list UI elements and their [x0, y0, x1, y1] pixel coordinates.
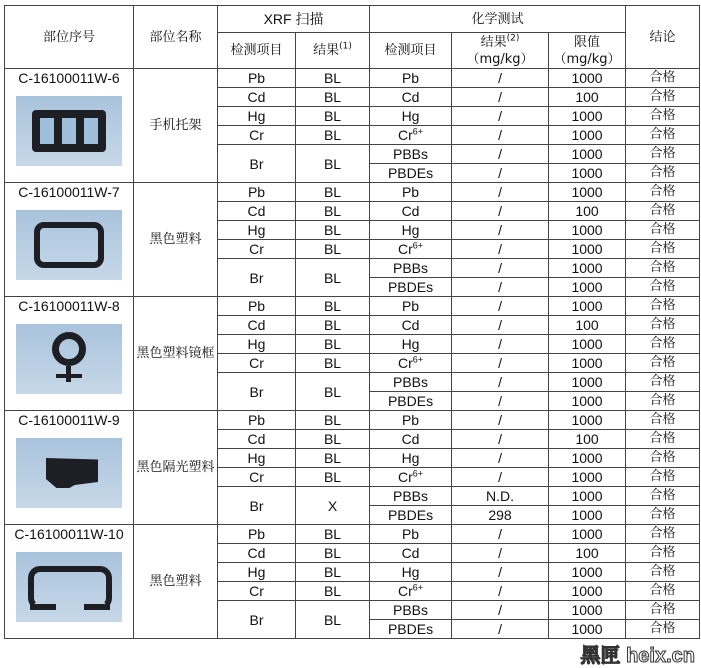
- xrf-result: BL: [296, 468, 370, 487]
- chem-item: PBBs: [370, 259, 452, 278]
- chem-result: /: [452, 468, 549, 487]
- xrf-item: Cd: [218, 544, 296, 563]
- limit-value: 100: [549, 430, 626, 449]
- chem-item: Pb: [370, 69, 452, 88]
- xrf-item: Cr: [218, 468, 296, 487]
- conclusion: 合格: [626, 107, 700, 126]
- chem-item: PBBs: [370, 487, 452, 506]
- chem-item: PBDEs: [370, 620, 452, 639]
- chem-result: /: [452, 316, 549, 335]
- xrf-item: Hg: [218, 221, 296, 240]
- chem-result: /: [452, 164, 549, 183]
- xrf-result: BL: [296, 259, 370, 297]
- xrf-result: BL: [296, 221, 370, 240]
- limit-value: 1000: [549, 107, 626, 126]
- xrf-item: Cd: [218, 88, 296, 107]
- conclusion: 合格: [626, 411, 700, 430]
- conclusion: 合格: [626, 354, 700, 373]
- limit-value: 1000: [549, 506, 626, 525]
- chem-item: Cd: [370, 88, 452, 107]
- chem-result: /: [452, 69, 549, 88]
- xrf-item: Pb: [218, 183, 296, 202]
- chem-result: /: [452, 183, 549, 202]
- part-name: 黑色塑料: [134, 183, 218, 297]
- chem-item: PBBs: [370, 145, 452, 164]
- conclusion: 合格: [626, 582, 700, 601]
- part-id: C-16100011W-9: [18, 412, 120, 428]
- xrf-result: BL: [296, 335, 370, 354]
- chem-result: /: [452, 525, 549, 544]
- xrf-result: BL: [296, 430, 370, 449]
- xrf-result: BL: [296, 563, 370, 582]
- header-chem: 化学测试: [370, 6, 626, 33]
- chem-item: Cd: [370, 544, 452, 563]
- black-plastic-frame-photo: [16, 210, 122, 280]
- chem-result: /: [452, 620, 549, 639]
- chem-result: /: [452, 601, 549, 620]
- chem-item: Hg: [370, 335, 452, 354]
- chem-result: /: [452, 259, 549, 278]
- chem-item: Pb: [370, 183, 452, 202]
- conclusion: 合格: [626, 468, 700, 487]
- conclusion: 合格: [626, 202, 700, 221]
- table-row: [5, 411, 700, 430]
- conclusion: 合格: [626, 297, 700, 316]
- lens-frame-photo: [16, 324, 122, 394]
- limit-value: 1000: [549, 392, 626, 411]
- chem-item: PBDEs: [370, 278, 452, 297]
- xrf-item: Cr: [218, 582, 296, 601]
- xrf-item: Cd: [218, 430, 296, 449]
- chem-item: PBDEs: [370, 164, 452, 183]
- chem-item: PBDEs: [370, 506, 452, 525]
- chem-item: Hg: [370, 449, 452, 468]
- part-no-cell: [5, 183, 134, 297]
- limit-value: 1000: [549, 487, 626, 506]
- part-name: 黑色塑料: [134, 525, 218, 639]
- watermark: 黑匣 heix.cn: [580, 645, 695, 667]
- table-row: [5, 525, 700, 544]
- xrf-result: BL: [296, 202, 370, 221]
- conclusion: 合格: [626, 430, 700, 449]
- limit-value: 1000: [549, 183, 626, 202]
- xrf-item: Pb: [218, 297, 296, 316]
- limit-value: 1000: [549, 563, 626, 582]
- table-row: [5, 183, 700, 202]
- chem-result: /: [452, 88, 549, 107]
- chem-item: PBDEs: [370, 392, 452, 411]
- header-part-no: 部位序号: [5, 6, 134, 69]
- xrf-item: Cd: [218, 202, 296, 221]
- conclusion: 合格: [626, 88, 700, 107]
- xrf-item: Hg: [218, 335, 296, 354]
- limit-value: 1000: [549, 468, 626, 487]
- chem-result: /: [452, 563, 549, 582]
- conclusion: 合格: [626, 525, 700, 544]
- header-xrf: XRF 扫描: [218, 6, 370, 33]
- conclusion: 合格: [626, 563, 700, 582]
- conclusion: 合格: [626, 544, 700, 563]
- chem-item: PBBs: [370, 601, 452, 620]
- xrf-result: BL: [296, 354, 370, 373]
- part-id: C-16100011W-6: [18, 70, 120, 86]
- limit-value: 1000: [549, 164, 626, 183]
- conclusion: 合格: [626, 449, 700, 468]
- xrf-result: BL: [296, 107, 370, 126]
- conclusion: 合格: [626, 69, 700, 88]
- limit-value: 1000: [549, 525, 626, 544]
- limit-value: 100: [549, 88, 626, 107]
- chem-result: /: [452, 278, 549, 297]
- xrf-item: Br: [218, 373, 296, 411]
- header-chem-result: 结果$^{(2)}$ （mg/kg）: [452, 33, 549, 69]
- light-shield-plastic-photo: [16, 438, 122, 508]
- limit-value: 1000: [549, 582, 626, 601]
- xrf-result: BL: [296, 525, 370, 544]
- conclusion: 合格: [626, 392, 700, 411]
- xrf-item: Pb: [218, 69, 296, 88]
- xrf-result: BL: [296, 145, 370, 183]
- conclusion: 合格: [626, 487, 700, 506]
- xrf-result: BL: [296, 88, 370, 107]
- chem-item: $Cr^{6+}$: [370, 582, 452, 601]
- limit-value: 1000: [549, 373, 626, 392]
- xrf-result: BL: [296, 601, 370, 639]
- part-name: 黑色塑料镜框: [134, 297, 218, 411]
- chem-result: /: [452, 430, 549, 449]
- chem-item: $Cr^{6+}$: [370, 126, 452, 145]
- chem-result: /: [452, 354, 549, 373]
- limit-value: 100: [549, 544, 626, 563]
- xrf-result: BL: [296, 126, 370, 145]
- chem-result: /: [452, 544, 549, 563]
- limit-value: 1000: [549, 126, 626, 145]
- header-conclusion: 结论: [626, 6, 700, 69]
- xrf-item: Cr: [218, 126, 296, 145]
- chem-result: N.D.: [452, 487, 549, 506]
- xrf-item: Cr: [218, 240, 296, 259]
- chem-result: /: [452, 582, 549, 601]
- chem-item: Pb: [370, 411, 452, 430]
- c-shaped-plastic-photo: [16, 552, 122, 622]
- limit-value: 1000: [549, 145, 626, 164]
- limit-value: 1000: [549, 620, 626, 639]
- conclusion: 合格: [626, 506, 700, 525]
- chem-result: /: [452, 145, 549, 164]
- xrf-result: BL: [296, 373, 370, 411]
- header-xrf-result: 结果$^{(1)}$: [296, 33, 370, 69]
- header-chem-item: 检测项目: [370, 33, 452, 69]
- xrf-item: Hg: [218, 449, 296, 468]
- limit-value: 1000: [549, 69, 626, 88]
- chem-item: Hg: [370, 107, 452, 126]
- header-xrf-item: 检测项目: [218, 33, 296, 69]
- chem-result: /: [452, 240, 549, 259]
- chem-result: /: [452, 392, 549, 411]
- xrf-item: Br: [218, 259, 296, 297]
- xrf-result: BL: [296, 69, 370, 88]
- limit-value: 1000: [549, 259, 626, 278]
- conclusion: 合格: [626, 183, 700, 202]
- conclusion: 合格: [626, 278, 700, 297]
- xrf-item: Pb: [218, 525, 296, 544]
- part-id: C-16100011W-10: [14, 526, 124, 542]
- xrf-result: BL: [296, 240, 370, 259]
- conclusion: 合格: [626, 164, 700, 183]
- part-id: C-16100011W-7: [18, 184, 120, 200]
- xrf-result: BL: [296, 183, 370, 202]
- chem-result: /: [452, 202, 549, 221]
- chem-result: /: [452, 373, 549, 392]
- chem-item: Cd: [370, 316, 452, 335]
- chem-item: $Cr^{6+}$: [370, 468, 452, 487]
- chem-result: /: [452, 411, 549, 430]
- xrf-item: Hg: [218, 563, 296, 582]
- limit-value: 1000: [549, 354, 626, 373]
- chem-result: /: [452, 449, 549, 468]
- chem-result: 298: [452, 506, 549, 525]
- conclusion: 合格: [626, 259, 700, 278]
- chem-result: /: [452, 126, 549, 145]
- table-row: [5, 69, 700, 88]
- part-no-cell: [5, 297, 134, 411]
- chem-result: /: [452, 297, 549, 316]
- part-no-cell: [5, 411, 134, 525]
- xrf-result: BL: [296, 411, 370, 430]
- limit-value: 100: [549, 202, 626, 221]
- conclusion: 合格: [626, 145, 700, 164]
- chem-item: Cd: [370, 202, 452, 221]
- header-limit: 限值 （mg/kg）: [549, 33, 626, 69]
- limit-value: 1000: [549, 449, 626, 468]
- part-name: 黑色隔光塑料: [134, 411, 218, 525]
- conclusion: 合格: [626, 240, 700, 259]
- chem-item: Pb: [370, 297, 452, 316]
- xrf-item: Br: [218, 601, 296, 639]
- limit-value: 1000: [549, 297, 626, 316]
- chem-item: Hg: [370, 563, 452, 582]
- xrf-item: Hg: [218, 107, 296, 126]
- part-name: 手机托架: [134, 69, 218, 183]
- chem-item: Pb: [370, 525, 452, 544]
- conclusion: 合格: [626, 335, 700, 354]
- limit-value: 1000: [549, 601, 626, 620]
- xrf-item: Cd: [218, 316, 296, 335]
- limit-value: 1000: [549, 240, 626, 259]
- xrf-result: BL: [296, 297, 370, 316]
- limit-value: 1000: [549, 411, 626, 430]
- xrf-result: X: [296, 487, 370, 525]
- chem-item: $Cr^{6+}$: [370, 240, 452, 259]
- part-id: C-16100011W-8: [18, 298, 120, 314]
- conclusion: 合格: [626, 601, 700, 620]
- chem-result: /: [452, 335, 549, 354]
- chem-result: /: [452, 221, 549, 240]
- limit-value: 100: [549, 316, 626, 335]
- chem-result: /: [452, 107, 549, 126]
- chem-item: $Cr^{6+}$: [370, 354, 452, 373]
- limit-value: 1000: [549, 335, 626, 354]
- xrf-result: BL: [296, 449, 370, 468]
- xrf-item: Pb: [218, 411, 296, 430]
- xrf-result: BL: [296, 316, 370, 335]
- conclusion: 合格: [626, 316, 700, 335]
- xrf-result: BL: [296, 544, 370, 563]
- conclusion: 合格: [626, 126, 700, 145]
- conclusion: 合格: [626, 373, 700, 392]
- part-no-cell: [5, 69, 134, 183]
- xrf-result: BL: [296, 582, 370, 601]
- limit-value: 1000: [549, 221, 626, 240]
- xrf-item: Br: [218, 145, 296, 183]
- test-results-table: [4, 5, 700, 639]
- header-part-name: 部位名称: [134, 6, 218, 69]
- part-no-cell: [5, 525, 134, 639]
- chem-item: PBBs: [370, 373, 452, 392]
- phone-holder-photo: [16, 96, 122, 166]
- table-row: [5, 297, 700, 316]
- limit-value: 1000: [549, 278, 626, 297]
- chem-item: Cd: [370, 430, 452, 449]
- chem-item: Hg: [370, 221, 452, 240]
- conclusion: 合格: [626, 620, 700, 639]
- xrf-item: Cr: [218, 354, 296, 373]
- conclusion: 合格: [626, 221, 700, 240]
- xrf-item: Br: [218, 487, 296, 525]
